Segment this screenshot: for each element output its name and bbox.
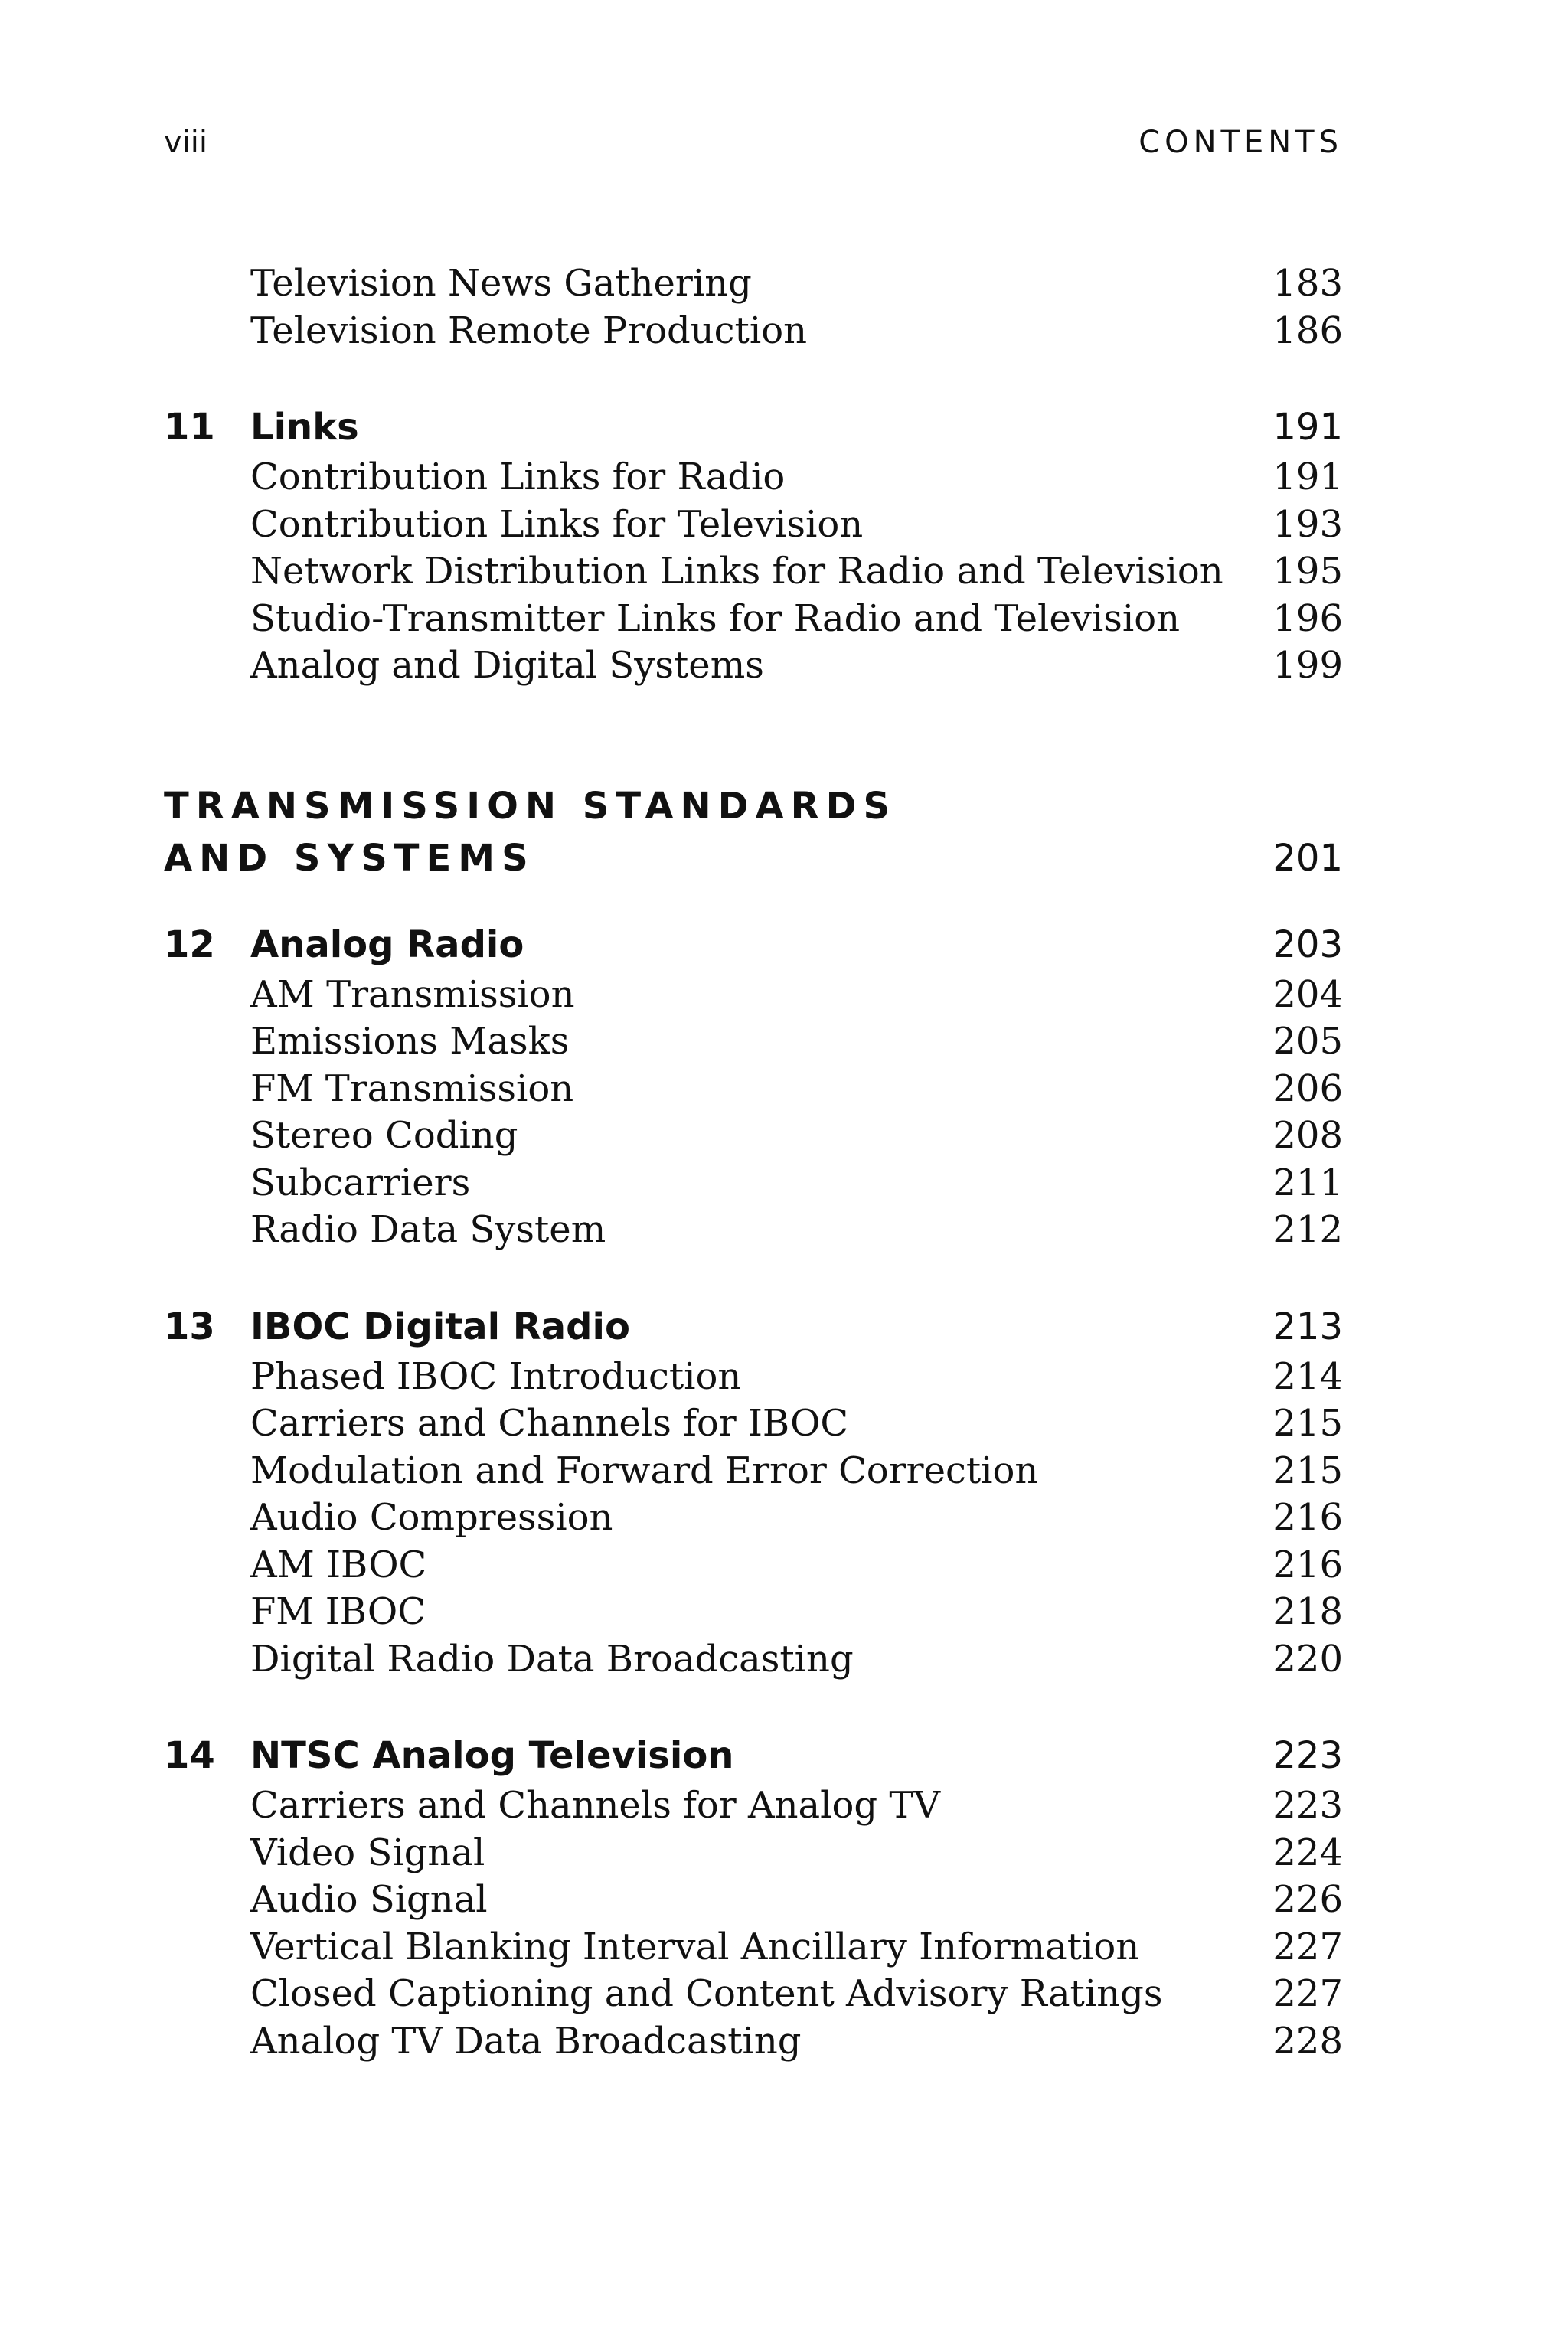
chapter-page: 203 bbox=[1272, 923, 1343, 966]
toc-entry-page: 208 bbox=[1272, 1114, 1343, 1157]
toc-entry[interactable] bbox=[164, 1448, 1343, 1495]
toc-entry[interactable] bbox=[164, 308, 1343, 355]
toc-entry-page: 191 bbox=[1272, 456, 1343, 498]
part-title-line-2: AND SYSTEMS bbox=[164, 836, 535, 880]
part-page: 201 bbox=[1272, 836, 1343, 880]
toc-entry-page: 226 bbox=[1272, 1878, 1343, 1921]
toc-entry-page: 214 bbox=[1272, 1354, 1343, 1398]
toc-entry-page: 195 bbox=[1272, 550, 1343, 593]
running-title: CONTENTS bbox=[1138, 125, 1343, 160]
toc-entry-page: 223 bbox=[1272, 1784, 1343, 1827]
toc-entry-page: 227 bbox=[1272, 1925, 1343, 1968]
chapter-heading-12[interactable] bbox=[164, 918, 1343, 972]
toc-entry-title: Television News Gathering bbox=[250, 262, 752, 305]
chapter-page: 191 bbox=[1272, 406, 1343, 449]
toc-entry-page: 211 bbox=[1272, 1161, 1343, 1204]
toc-entry-title: Audio Signal bbox=[250, 1878, 488, 1921]
toc-entry-title: Closed Captioning and Content Advisory Ratings bbox=[250, 1972, 1163, 2015]
toc-entry[interactable] bbox=[164, 1207, 1343, 1254]
toc-entry-title: Video Signal bbox=[250, 1831, 485, 1874]
toc-entry[interactable] bbox=[164, 596, 1343, 643]
toc-entry-title: Phased IBOC Introduction bbox=[250, 1354, 742, 1398]
toc-entry[interactable] bbox=[164, 1924, 1343, 1971]
toc-entry[interactable] bbox=[164, 2018, 1343, 2066]
toc-entry-title: Network Distribution Links for Radio and Television bbox=[250, 550, 1223, 593]
chapter-number: 11 bbox=[164, 406, 215, 449]
toc-entry-title: Audio Compression bbox=[250, 1496, 613, 1539]
toc-entry-title: Carriers and Channels for IBOC bbox=[250, 1402, 849, 1445]
toc-entry[interactable] bbox=[164, 1636, 1343, 1684]
part-heading[interactable] bbox=[164, 780, 1343, 887]
toc-entry[interactable] bbox=[164, 1877, 1343, 1924]
toc-entry[interactable] bbox=[164, 1160, 1343, 1207]
chapter-heading-14[interactable] bbox=[164, 1729, 1343, 1782]
toc-entry-title: Analog and Digital Systems bbox=[250, 644, 764, 687]
toc-entry-page: 186 bbox=[1272, 309, 1343, 352]
part-title-line-1: TRANSMISSION STANDARDS bbox=[164, 784, 897, 828]
toc-entry-title: Analog TV Data Broadcasting bbox=[250, 2019, 802, 2063]
toc-entry-title: Subcarriers bbox=[250, 1161, 471, 1204]
chapter-number: 14 bbox=[164, 1734, 215, 1777]
toc-entry[interactable] bbox=[164, 1589, 1343, 1636]
toc-entry-title: Television Remote Production bbox=[250, 309, 808, 352]
chapter-title: Links bbox=[250, 406, 359, 449]
chapter-number: 13 bbox=[164, 1305, 215, 1348]
chapter-page: 213 bbox=[1272, 1305, 1343, 1348]
toc-entry-page: 205 bbox=[1272, 1020, 1343, 1063]
toc-entry[interactable] bbox=[164, 1494, 1343, 1542]
toc-entry[interactable] bbox=[164, 454, 1343, 501]
toc-entry-page: 216 bbox=[1272, 1496, 1343, 1539]
toc-entry-title: FM IBOC bbox=[250, 1590, 426, 1633]
toc-entry-page: 206 bbox=[1272, 1067, 1343, 1110]
toc-entry-title: Emissions Masks bbox=[250, 1020, 570, 1063]
toc-entry-title: Modulation and Forward Error Correction bbox=[250, 1449, 1039, 1492]
toc-entry[interactable] bbox=[164, 1782, 1343, 1830]
toc-entry[interactable] bbox=[164, 642, 1343, 690]
toc-entry-title: Vertical Blanking Interval Ancillary Information bbox=[250, 1925, 1140, 1968]
toc-entry-title: AM IBOC bbox=[250, 1543, 427, 1586]
toc-entry-page: 193 bbox=[1272, 502, 1343, 546]
running-head bbox=[164, 122, 1343, 162]
toc-entry-title: Stereo Coding bbox=[250, 1114, 518, 1157]
toc-entry[interactable] bbox=[164, 1018, 1343, 1066]
chapter-heading-11[interactable] bbox=[164, 400, 1343, 454]
toc-entry-page: 215 bbox=[1272, 1402, 1343, 1445]
toc-entry-title: Contribution Links for Radio bbox=[250, 456, 786, 498]
toc-entry-page: 216 bbox=[1272, 1543, 1343, 1586]
toc-entry-page: 218 bbox=[1272, 1590, 1343, 1633]
chapter-number: 12 bbox=[164, 923, 215, 966]
toc-entry-title: AM Transmission bbox=[250, 972, 575, 1016]
toc-entry-page: 183 bbox=[1272, 262, 1343, 305]
toc-entry-page: 196 bbox=[1272, 596, 1343, 640]
chapter-heading-13[interactable] bbox=[164, 1300, 1343, 1354]
toc-entry-title: Digital Radio Data Broadcasting bbox=[250, 1637, 854, 1681]
toc-entry-page: 215 bbox=[1272, 1449, 1343, 1492]
toc-entry-page: 220 bbox=[1272, 1637, 1343, 1681]
toc-entry[interactable] bbox=[164, 972, 1343, 1019]
toc-entry-title: Carriers and Channels for Analog TV bbox=[250, 1784, 941, 1827]
toc-entry-title: FM Transmission bbox=[250, 1067, 574, 1110]
toc-entry[interactable] bbox=[164, 1354, 1343, 1401]
toc-entry-title: Radio Data System bbox=[250, 1208, 606, 1251]
toc-entry-page: 199 bbox=[1272, 644, 1343, 687]
toc-entry-page: 228 bbox=[1272, 2019, 1343, 2063]
toc-entry-page: 227 bbox=[1272, 1972, 1343, 2015]
toc-entry[interactable] bbox=[164, 1830, 1343, 1877]
chapter-title: Analog Radio bbox=[250, 923, 524, 966]
page-number: viii bbox=[164, 125, 208, 160]
toc-entry[interactable] bbox=[164, 1066, 1343, 1113]
toc-entry[interactable] bbox=[164, 1112, 1343, 1160]
toc-entry-page: 224 bbox=[1272, 1831, 1343, 1874]
toc-entry-page: 204 bbox=[1272, 972, 1343, 1016]
toc-entry[interactable] bbox=[164, 548, 1343, 596]
toc-entry-title: Studio-Transmitter Links for Radio and Television bbox=[250, 596, 1181, 640]
chapter-title: IBOC Digital Radio bbox=[250, 1305, 630, 1348]
toc-entry[interactable] bbox=[164, 501, 1343, 549]
toc-entry[interactable] bbox=[164, 1400, 1343, 1448]
table-of-contents bbox=[164, 260, 1343, 2065]
toc-entry[interactable] bbox=[164, 1542, 1343, 1589]
chapter-page: 223 bbox=[1272, 1734, 1343, 1777]
toc-entry-page: 212 bbox=[1272, 1208, 1343, 1251]
toc-entry[interactable] bbox=[164, 1971, 1343, 2018]
toc-entry[interactable] bbox=[164, 260, 1343, 308]
toc-entry-title: Contribution Links for Television bbox=[250, 502, 864, 546]
chapter-title: NTSC Analog Television bbox=[250, 1734, 734, 1777]
